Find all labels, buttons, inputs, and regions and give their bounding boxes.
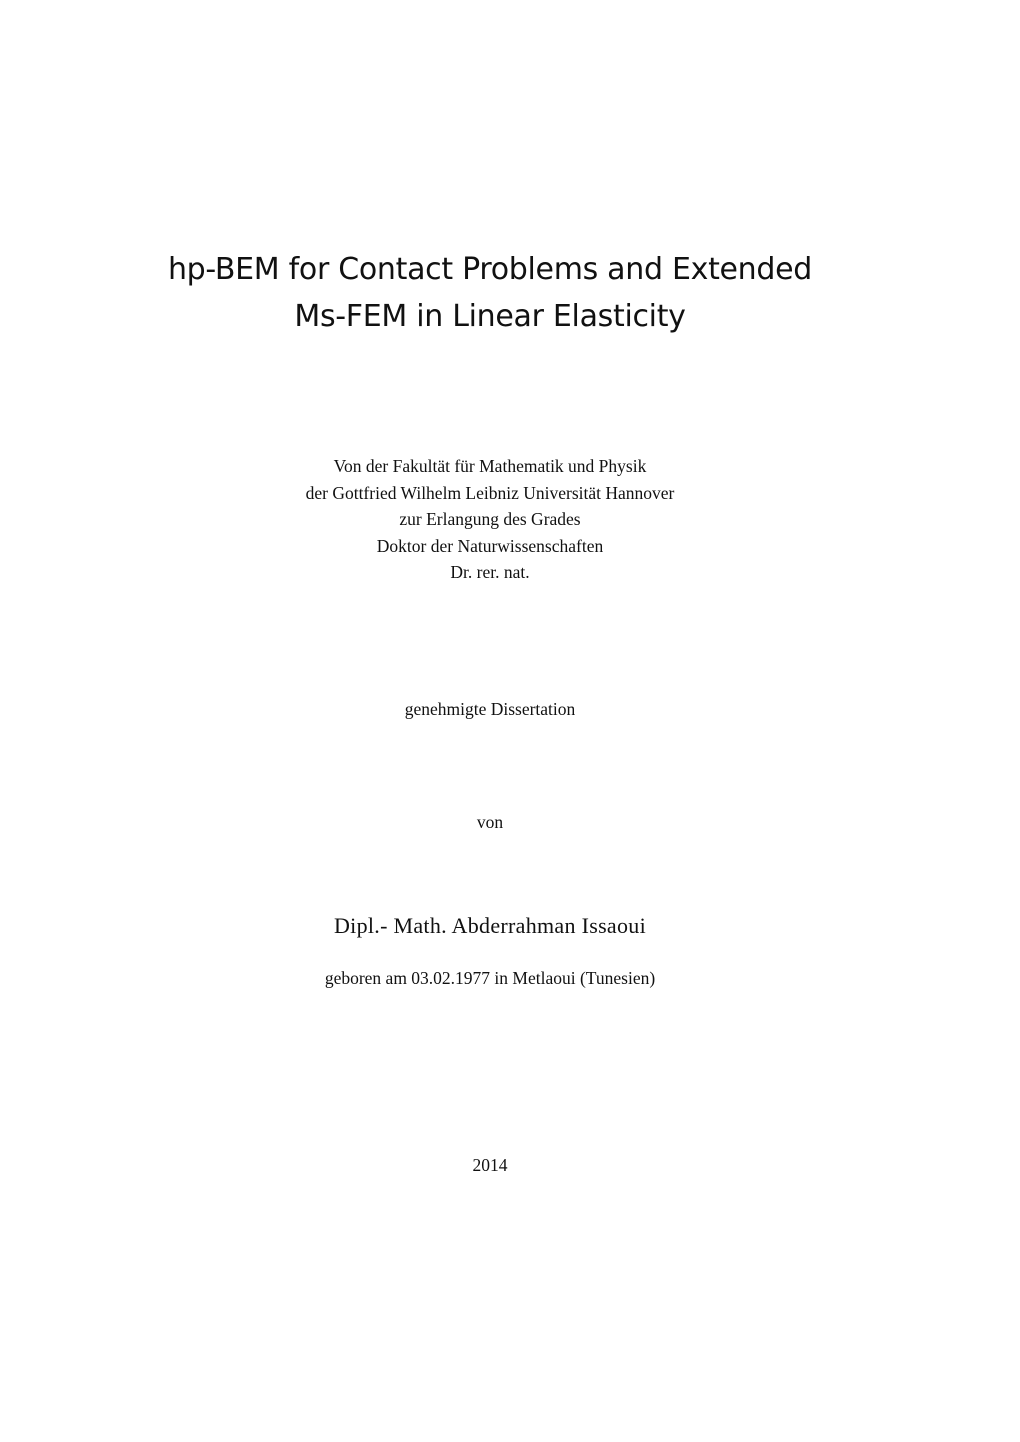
publication-year: 2014 (472, 1155, 508, 1175)
faculty-line-5: Dr. rer. nat. (450, 562, 530, 582)
approval-note: genehmigte Dissertation (404, 699, 576, 719)
title-line-2: Ms-FEM in Linear Elasticity (294, 299, 686, 334)
dissertation-title (0, 246, 980, 340)
birth-info: geboren am 03.02.1977 in Metlaoui (Tunesien) (324, 968, 656, 988)
title-line-1: hp-BEM for Contact Problems and Extended (167, 252, 813, 287)
faculty-statement (0, 453, 980, 586)
faculty-line-2: der Gottfried Wilhelm Leibniz Universität Hannover (305, 482, 675, 503)
author-name: Dipl.- Math. Abderrahman Issaoui (333, 913, 647, 938)
faculty-line-1: Von der Fakultät für Mathematik und Physik (333, 456, 647, 476)
by-label: von (476, 812, 504, 832)
faculty-line-3: zur Erlangung des Grades (399, 509, 581, 529)
faculty-line-4: Doktor der Naturwissenschaften (376, 535, 604, 556)
